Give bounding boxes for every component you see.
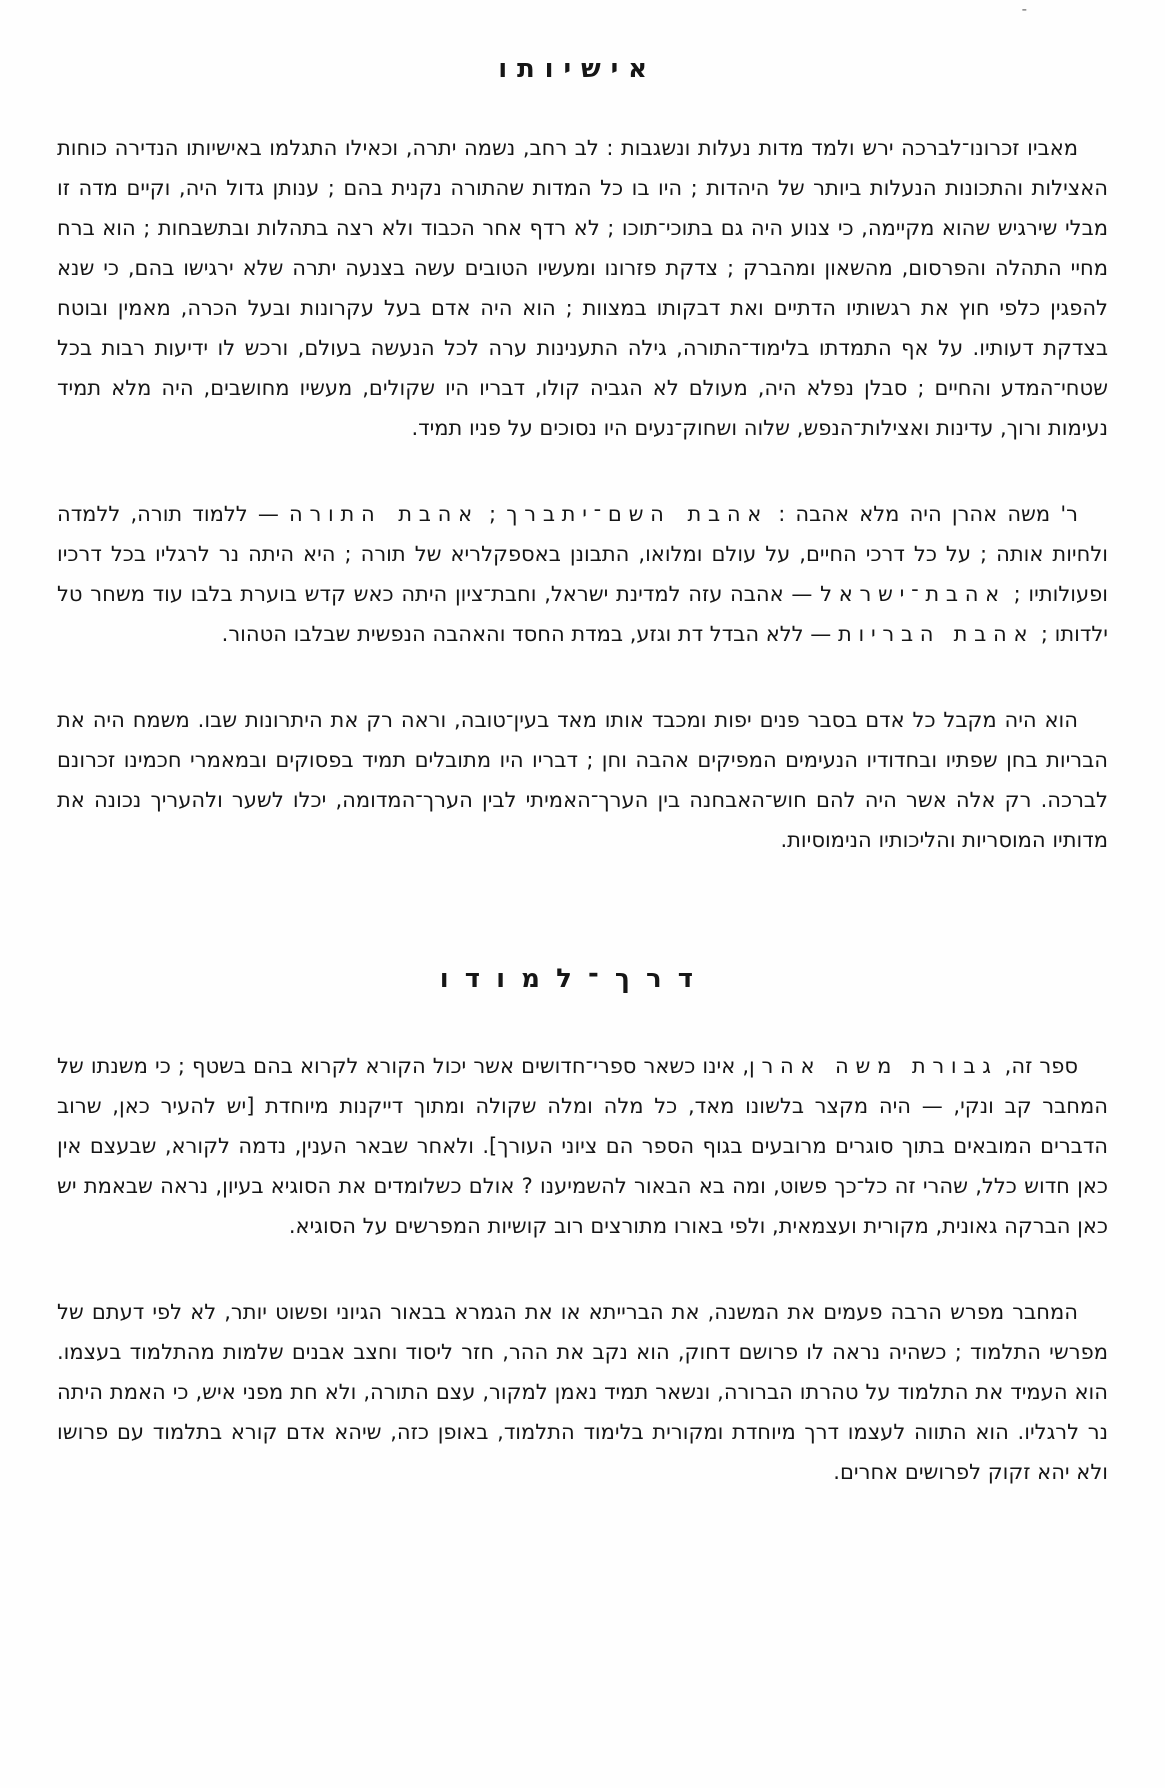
text-segment: מאביו זכרונו־לברכה ירש ולמד מדות נעלות ונשגבות : לב רחב, נשמה יתרה, וכאילו התגלמו באישיותו הנדירה כוחות האצילות והתכונות הנעלות ביותר של היהדות ; היו בו כל המדות שהתורה נקנית בהם ; ענותן גדול היה, וקיים מדה זו מבלי שירגיש שהוא מקיימה, כי צנוע היה גם בתוכי־תוכו ; לא רדף אחר הכבוד ולא רצה בתהלות ובתשבחות ; הוא ברח מחיי התהלה והפרסום, מהשאון ומהברק ; צדקת פזרונו ומעשיו הטובים עשה בצנעה יתרה שלא ירגישו בהם, כי שנא להפגין כלפי חוץ את רגשותיו הדתיים ואת דבקותו במצוות ; הוא היה אדם בעל עקרונות ובעל הכרה, מאמין ובוטח בצדקת דעותיו. על אף התמדתו בלימוד־התורה, גילה התענינות ערה לכל הנעשה בעולם, ורכש לו ידיעות רבות בכל שטחי־המדע והחיים ; סבלן נפלא היה, מעולם לא הגביה קולו, דבריו היו שקולים, מעשיו מחושבים, היה מלא תמיד נעימות ורוך, עדינות ואצילות־הנפש, שלוה ושחוק־נעים היו נסוכים על פניו תמיד. (57, 136, 1108, 440)
emphasized-phrase: גבורת משה אהרן (749, 1054, 998, 1078)
paragraph (57, 1046, 1108, 1246)
emphasized-phrase: אהבת התורה (289, 502, 479, 526)
text-segment: ספר זה, (997, 1054, 1078, 1078)
text-segment: — אהבה עזה למדינת ישראל, וחבת־ציון היתה כאש קדש בוערת בלבו עוד משחר טל ילדותו ; (57, 582, 1108, 646)
section-paragraphs (57, 1046, 1108, 1492)
section-paragraphs (57, 128, 1108, 860)
emphasized-phrase: אהבת־ישראל (820, 582, 1006, 606)
section-title-study-method: דרך־למודו (439, 964, 710, 994)
text-segment: המחבר מפרש הרבה פעמים את המשנה, את הברייתא או את הגמרא בבאור הגיוני ופשוט יותר, לא לפי דעתם של מפרשי התלמוד ; כשהיה נראה לו פרושם דחוק, הוא נקב את ההר, חזר ליסוד וחצב אבנים שלמות מהתלמוד בעצמו. הוא העמיד את התלמוד על טהרתו הברורה, ונשאר תמיד נאמן למקור, עצם התורה, ולא חת מפני איש, כי האמת היתה נר לרגליו. הוא התווה לעצמו דרך מיוחדת ומקורית בלימוד התלמוד, באופן כזה, שיהא אדם קורא בתלמוד עם פרושו ולא יהא זקוק לפרושים אחרים. (57, 1300, 1108, 1484)
paragraph (57, 128, 1108, 448)
section-personality (57, 54, 1108, 860)
paragraph (57, 700, 1108, 860)
text-segment: הוא היה מקבל כל אדם בסבר פנים יפות ומכבד אותו מאד בעין־טובה, וראה רק את היתרונות שבו. משמח היה את הבריות בחן שפתיו ובחדודיו הנעימים המפיקים אהבה וחן ; דבריו היו מתובלים תמיד בפסוקים ובמאמרי חכמינו זכרונם לברכה. רק אלה אשר היה להם חוש־האבחנה בין הערך־האמיתי לבין הערך־המדומה, יכלו לשער ולהעריך נכונה את מדותיו המוסריות והליכותיו הנימוסיות. (57, 708, 1108, 852)
paragraph (57, 1292, 1108, 1492)
text-segment: ר' משה אהרן היה מלא אהבה : (768, 502, 1078, 526)
paragraph (57, 494, 1108, 654)
text-segment: , אינו כשאר ספרי־חדושים אשר יכול הקורא לקרוא בהם בשטף ; כי משנתו של המחבר קב ונקי, — היה מקצר בלשונו מאד, כל מלה ומלה שקולה ומתוך דייקנות מיוחדת [יש להעיר כאן, שרוב הדברים המובאים בתוך סוגרים מרובעים בגוף הספר הם ציוני העורך]. ולאחר שבאר הענין, נדמה לקורא, שבעצם אין כאן חדוש כלל, שהרי זה כל־כך פשוט, ומה בא הבאור להשמיענו ? אולם כשלומדים את הסוגיא בעיון, נראה שבאמת יש כאן הברקה גאונית, מקורית ועצמאית, ולפי באורו מתורצים רוב קושיות המפרשים על הסוגיא. (57, 1054, 1108, 1238)
text-segment: ; (478, 502, 507, 526)
emphasized-phrase: אהבת השם־יתברך (506, 502, 769, 526)
emphasized-phrase: אהבת הבריות (837, 622, 1035, 646)
section-title-personality: אישיותו (498, 54, 657, 84)
text-segment: — ללמוד תורה, ללמדה ולחיות אותה ; על כל דרכי החיים, על עולם ומלואו, התבונן באספקלריא של תורה ; היא היתה נר לרגליו בכל דרכיו ופעולותיו ; (57, 502, 1108, 606)
section-study-method (57, 964, 1108, 1492)
scan-artifact-mark: - (1021, 0, 1027, 18)
text-segment: — ללא הבדל דת וגזע, במדת החסד והאהבה הנפשית שבלבו הטהור. (221, 622, 838, 646)
